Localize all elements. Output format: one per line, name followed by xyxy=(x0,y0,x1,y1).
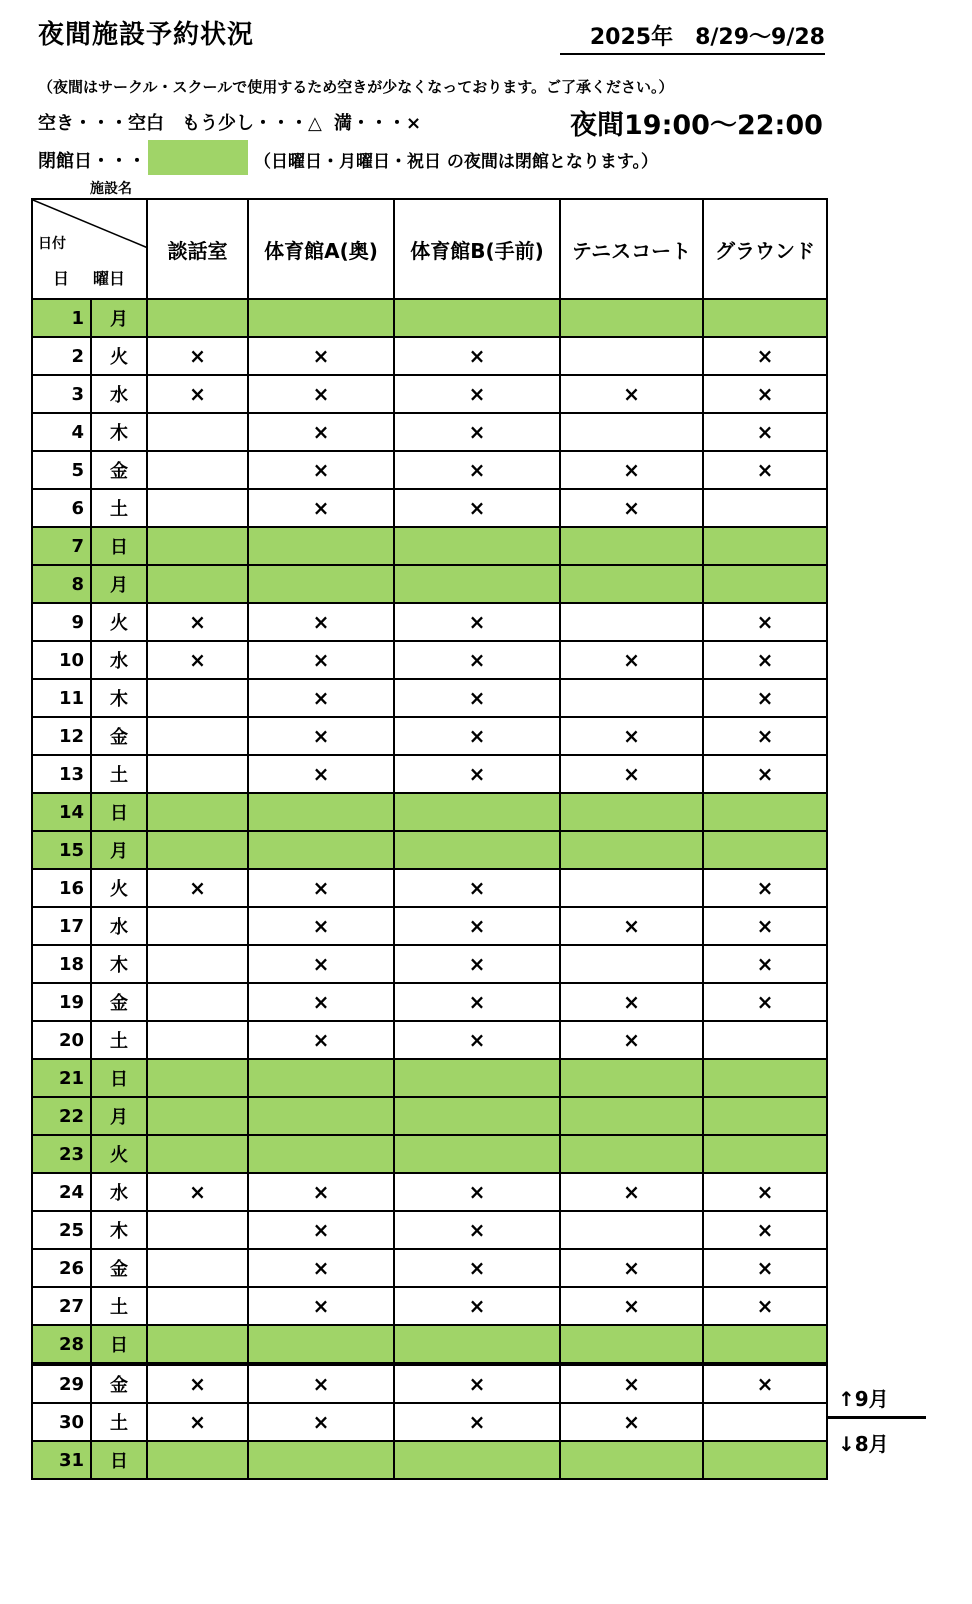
status-cell xyxy=(248,1059,394,1097)
status-cell xyxy=(147,1287,248,1325)
status-cell: × xyxy=(703,641,827,679)
table-row xyxy=(32,1441,827,1479)
table-row xyxy=(32,337,827,375)
status-cell xyxy=(147,1249,248,1287)
status-cell xyxy=(560,831,703,869)
status-cell: × xyxy=(394,375,560,413)
status-cell xyxy=(394,793,560,831)
status-cell xyxy=(560,565,703,603)
status-cell xyxy=(394,1097,560,1135)
status-cell xyxy=(703,1097,827,1135)
table-row xyxy=(32,945,827,983)
weekday-cell: 日 xyxy=(91,793,147,831)
period-range: 2025年 8/29～9/28 xyxy=(560,20,825,55)
header-row xyxy=(32,199,827,299)
weekday-cell: 日 xyxy=(91,1059,147,1097)
status-cell: × xyxy=(703,1211,827,1249)
weekday-cell: 火 xyxy=(91,869,147,907)
status-cell xyxy=(147,793,248,831)
status-cell: × xyxy=(394,1211,560,1249)
status-cell: × xyxy=(248,337,394,375)
status-cell xyxy=(560,945,703,983)
status-cell: × xyxy=(394,1249,560,1287)
status-cell xyxy=(560,337,703,375)
table-row xyxy=(32,679,827,717)
day-cell: 29 xyxy=(32,1364,91,1403)
weekday-cell: 土 xyxy=(91,1287,147,1325)
day-cell: 27 xyxy=(32,1287,91,1325)
table-row xyxy=(32,1097,827,1135)
day-cell: 16 xyxy=(32,869,91,907)
status-cell: × xyxy=(703,1249,827,1287)
status-cell xyxy=(703,1059,827,1097)
status-cell: × xyxy=(248,1403,394,1441)
status-cell: × xyxy=(147,1173,248,1211)
table-row xyxy=(32,983,827,1021)
status-cell xyxy=(147,907,248,945)
facility-axis-label: 施設名 xyxy=(90,181,132,197)
day-cell: 5 xyxy=(32,451,91,489)
status-cell: × xyxy=(560,983,703,1021)
status-cell xyxy=(147,755,248,793)
page-title: 夜間施設予約状況 xyxy=(38,20,255,50)
status-cell: × xyxy=(703,679,827,717)
status-cell: × xyxy=(394,679,560,717)
status-cell xyxy=(703,299,827,337)
weekday-cell: 日 xyxy=(91,1325,147,1364)
day-cell: 14 xyxy=(32,793,91,831)
status-cell xyxy=(560,413,703,451)
weekday-label: 曜日 xyxy=(93,269,126,288)
status-cell xyxy=(560,1211,703,1249)
table-row xyxy=(32,527,827,565)
corner-header xyxy=(32,199,147,299)
status-cell xyxy=(560,1441,703,1479)
month-marker-down: ↓8月 xyxy=(838,1432,889,1456)
status-cell: × xyxy=(248,1173,394,1211)
status-cell: × xyxy=(147,1403,248,1441)
status-cell xyxy=(248,565,394,603)
status-cell: × xyxy=(560,1173,703,1211)
table-row xyxy=(32,375,827,413)
status-cell xyxy=(560,299,703,337)
facility-header: 体育館B(手前) xyxy=(394,199,560,299)
table-row xyxy=(32,793,827,831)
status-cell: × xyxy=(394,413,560,451)
status-cell: × xyxy=(394,945,560,983)
weekday-cell: 月 xyxy=(91,299,147,337)
weekday-cell: 月 xyxy=(91,565,147,603)
facility-header: テニスコート xyxy=(560,199,703,299)
table-row xyxy=(32,1287,827,1325)
day-cell: 15 xyxy=(32,831,91,869)
status-cell: × xyxy=(560,1249,703,1287)
status-cell xyxy=(147,679,248,717)
status-cell: × xyxy=(394,603,560,641)
status-cell xyxy=(560,1135,703,1173)
day-cell: 8 xyxy=(32,565,91,603)
table-row xyxy=(32,717,827,755)
table-row xyxy=(32,831,827,869)
weekday-cell: 火 xyxy=(91,337,147,375)
status-cell: × xyxy=(394,717,560,755)
status-cell: × xyxy=(560,1021,703,1059)
status-cell xyxy=(147,451,248,489)
facility-header: 体育館A(奥) xyxy=(248,199,394,299)
weekday-cell: 金 xyxy=(91,983,147,1021)
day-cell: 25 xyxy=(32,1211,91,1249)
month-marker-up: ↑9月 xyxy=(838,1387,889,1411)
status-cell: × xyxy=(703,755,827,793)
status-cell xyxy=(147,1135,248,1173)
day-cell: 22 xyxy=(32,1097,91,1135)
table-row xyxy=(32,451,827,489)
status-cell: × xyxy=(248,755,394,793)
day-cell: 30 xyxy=(32,1403,91,1441)
status-cell: × xyxy=(703,451,827,489)
status-cell: × xyxy=(703,1173,827,1211)
status-cell: × xyxy=(394,869,560,907)
status-cell xyxy=(560,793,703,831)
date-label: 日付 xyxy=(38,236,66,252)
day-cell: 7 xyxy=(32,527,91,565)
status-cell xyxy=(394,1441,560,1479)
day-cell: 10 xyxy=(32,641,91,679)
status-cell: × xyxy=(147,603,248,641)
status-cell xyxy=(248,1325,394,1364)
status-cell xyxy=(248,527,394,565)
weekday-cell: 月 xyxy=(91,1097,147,1135)
status-cell xyxy=(560,1059,703,1097)
status-cell: × xyxy=(248,413,394,451)
status-cell xyxy=(703,1135,827,1173)
status-cell: × xyxy=(147,337,248,375)
day-cell: 23 xyxy=(32,1135,91,1173)
status-cell: × xyxy=(394,755,560,793)
day-cell: 20 xyxy=(32,1021,91,1059)
status-cell: × xyxy=(394,337,560,375)
status-cell xyxy=(560,1325,703,1364)
weekday-cell: 日 xyxy=(91,527,147,565)
status-cell xyxy=(394,527,560,565)
status-cell: × xyxy=(394,489,560,527)
status-cell xyxy=(703,1021,827,1059)
status-cell: × xyxy=(703,375,827,413)
table-row xyxy=(32,1135,827,1173)
status-cell xyxy=(703,565,827,603)
status-cell xyxy=(394,565,560,603)
status-cell xyxy=(248,831,394,869)
weekday-cell: 日 xyxy=(91,1441,147,1479)
status-cell xyxy=(560,869,703,907)
day-label: 日 xyxy=(53,269,70,288)
weekday-cell: 木 xyxy=(91,413,147,451)
status-cell xyxy=(248,299,394,337)
day-cell: 2 xyxy=(32,337,91,375)
day-cell: 18 xyxy=(32,945,91,983)
status-cell xyxy=(703,527,827,565)
status-cell: × xyxy=(394,907,560,945)
reservation-table xyxy=(31,198,828,1480)
status-cell xyxy=(703,489,827,527)
status-cell xyxy=(147,945,248,983)
status-cell: × xyxy=(394,1364,560,1403)
table-row xyxy=(32,1403,827,1441)
table-row xyxy=(32,413,827,451)
status-cell xyxy=(147,717,248,755)
status-cell: × xyxy=(703,413,827,451)
day-cell: 26 xyxy=(32,1249,91,1287)
status-cell xyxy=(147,1441,248,1479)
day-cell: 1 xyxy=(32,299,91,337)
status-cell: × xyxy=(248,603,394,641)
status-cell xyxy=(703,793,827,831)
status-cell xyxy=(248,1135,394,1173)
status-cell: × xyxy=(560,755,703,793)
day-cell: 11 xyxy=(32,679,91,717)
status-cell xyxy=(147,983,248,1021)
status-cell xyxy=(703,1441,827,1479)
facility-header: 談話室 xyxy=(147,199,248,299)
day-cell: 21 xyxy=(32,1059,91,1097)
day-cell: 31 xyxy=(32,1441,91,1479)
status-cell xyxy=(560,603,703,641)
status-cell: × xyxy=(394,983,560,1021)
weekday-cell: 水 xyxy=(91,907,147,945)
table-row xyxy=(32,603,827,641)
status-cell: × xyxy=(394,641,560,679)
status-cell xyxy=(147,489,248,527)
status-cell xyxy=(147,1097,248,1135)
status-cell: × xyxy=(147,375,248,413)
day-cell: 28 xyxy=(32,1325,91,1364)
status-cell: × xyxy=(248,1211,394,1249)
weekday-cell: 水 xyxy=(91,641,147,679)
status-cell xyxy=(147,527,248,565)
status-cell xyxy=(560,527,703,565)
status-cell: × xyxy=(248,679,394,717)
table-row xyxy=(32,1173,827,1211)
status-cell: × xyxy=(703,603,827,641)
status-cell: × xyxy=(394,1403,560,1441)
status-cell: × xyxy=(248,375,394,413)
table-row xyxy=(32,299,827,337)
status-cell: × xyxy=(703,869,827,907)
weekday-cell: 金 xyxy=(91,1249,147,1287)
table-row xyxy=(32,755,827,793)
day-cell: 17 xyxy=(32,907,91,945)
status-cell: × xyxy=(560,489,703,527)
status-cell xyxy=(147,1325,248,1364)
table-row xyxy=(32,565,827,603)
status-cell xyxy=(248,1097,394,1135)
weekday-cell: 水 xyxy=(91,1173,147,1211)
status-cell xyxy=(147,1059,248,1097)
weekday-cell: 金 xyxy=(91,717,147,755)
day-cell: 3 xyxy=(32,375,91,413)
table-row xyxy=(32,489,827,527)
table-row xyxy=(32,641,827,679)
status-cell: × xyxy=(248,451,394,489)
closed-day-note: （日曜日・月曜日・祝日 の夜間は閉館となります。） xyxy=(254,152,659,172)
status-cell: × xyxy=(248,945,394,983)
status-cell: × xyxy=(703,983,827,1021)
status-cell xyxy=(147,831,248,869)
status-cell: × xyxy=(560,717,703,755)
status-cell xyxy=(248,793,394,831)
status-cell xyxy=(394,1059,560,1097)
status-cell: × xyxy=(560,641,703,679)
status-cell: × xyxy=(560,375,703,413)
status-cell: × xyxy=(703,337,827,375)
status-cell xyxy=(147,565,248,603)
status-cell xyxy=(147,413,248,451)
weekday-cell: 火 xyxy=(91,603,147,641)
status-cell xyxy=(147,299,248,337)
status-cell: × xyxy=(560,451,703,489)
status-cell: × xyxy=(394,1287,560,1325)
table-row xyxy=(32,1059,827,1097)
status-cell: × xyxy=(248,1287,394,1325)
status-cell xyxy=(394,831,560,869)
status-cell xyxy=(703,1403,827,1441)
status-cell: × xyxy=(703,1364,827,1403)
status-cell: × xyxy=(248,1021,394,1059)
status-cell: × xyxy=(703,907,827,945)
usage-note: （夜間はサークル・スクールで使用するため空きが少なくなっております。ご了承ください。） xyxy=(38,78,674,96)
table-row xyxy=(32,1211,827,1249)
closed-day-label: 閉館日・・・ xyxy=(38,151,146,172)
month-separator-line xyxy=(826,1416,926,1419)
status-cell: × xyxy=(248,1364,394,1403)
status-cell xyxy=(560,679,703,717)
status-cell: × xyxy=(560,1364,703,1403)
status-cell: × xyxy=(248,717,394,755)
status-cell: × xyxy=(560,907,703,945)
status-cell: × xyxy=(248,907,394,945)
weekday-cell: 木 xyxy=(91,679,147,717)
status-cell xyxy=(248,1441,394,1479)
status-cell: × xyxy=(248,641,394,679)
weekday-cell: 土 xyxy=(91,489,147,527)
table-row xyxy=(32,1021,827,1059)
day-cell: 19 xyxy=(32,983,91,1021)
weekday-cell: 土 xyxy=(91,1403,147,1441)
status-cell xyxy=(703,1325,827,1364)
day-cell: 12 xyxy=(32,717,91,755)
legend-few: もう少し・・・△ xyxy=(182,113,322,134)
weekday-cell: 土 xyxy=(91,755,147,793)
table-row xyxy=(32,1364,827,1403)
table-row xyxy=(32,1325,827,1364)
facility-header: グラウンド xyxy=(703,199,827,299)
status-cell xyxy=(394,299,560,337)
status-cell xyxy=(703,831,827,869)
status-cell: × xyxy=(248,1249,394,1287)
weekday-cell: 土 xyxy=(91,1021,147,1059)
status-cell: × xyxy=(394,451,560,489)
day-cell: 6 xyxy=(32,489,91,527)
legend-empty: 空き・・・空白 xyxy=(38,113,164,134)
day-cell: 4 xyxy=(32,413,91,451)
status-cell: × xyxy=(147,1364,248,1403)
status-cell xyxy=(560,1097,703,1135)
status-cell: × xyxy=(703,945,827,983)
weekday-cell: 金 xyxy=(91,1364,147,1403)
night-hours: 夜間19:00～22:00 xyxy=(570,110,823,141)
status-cell xyxy=(394,1135,560,1173)
weekday-cell: 木 xyxy=(91,1211,147,1249)
status-cell xyxy=(147,1211,248,1249)
closed-color-swatch xyxy=(148,140,248,175)
legend-full: 満・・・× xyxy=(334,113,422,134)
table-row xyxy=(32,1249,827,1287)
status-cell: × xyxy=(394,1173,560,1211)
table-row xyxy=(32,869,827,907)
weekday-cell: 木 xyxy=(91,945,147,983)
weekday-cell: 火 xyxy=(91,1135,147,1173)
status-cell xyxy=(394,1325,560,1364)
status-cell: × xyxy=(248,869,394,907)
status-cell: × xyxy=(703,717,827,755)
weekday-cell: 月 xyxy=(91,831,147,869)
status-cell: × xyxy=(394,1021,560,1059)
day-cell: 13 xyxy=(32,755,91,793)
status-cell: × xyxy=(248,983,394,1021)
weekday-cell: 水 xyxy=(91,375,147,413)
status-cell: × xyxy=(560,1287,703,1325)
status-cell: × xyxy=(703,1287,827,1325)
status-cell: × xyxy=(560,1403,703,1441)
weekday-cell: 金 xyxy=(91,451,147,489)
table-row xyxy=(32,907,827,945)
day-cell: 24 xyxy=(32,1173,91,1211)
status-cell: × xyxy=(248,489,394,527)
status-cell xyxy=(147,1021,248,1059)
status-cell: × xyxy=(147,869,248,907)
status-cell: × xyxy=(147,641,248,679)
day-cell: 9 xyxy=(32,603,91,641)
